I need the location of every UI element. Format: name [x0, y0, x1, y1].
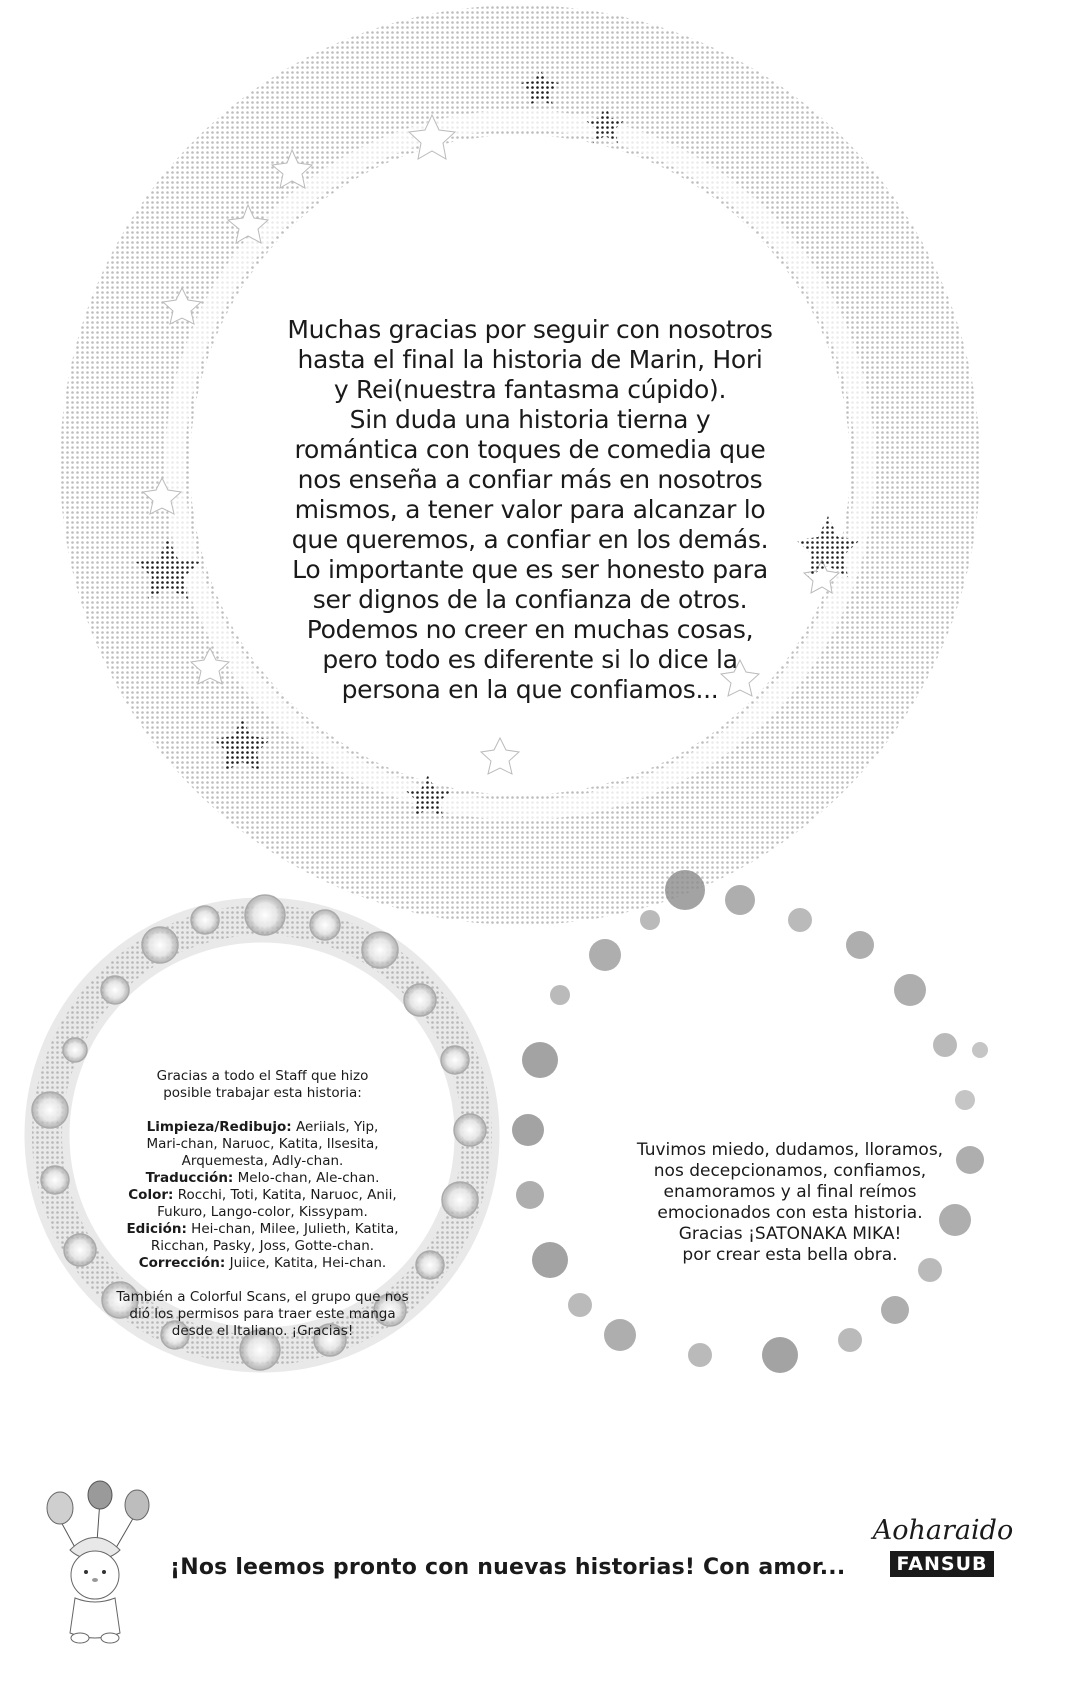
- credit-correccion: [95, 1255, 430, 1272]
- author-line: nos decepcionamos, confiamos,: [653, 1161, 927, 1181]
- credit-names: Melo-chan, Ale-chan.: [233, 1170, 380, 1186]
- main-line: persona en la que confiamos...: [341, 675, 719, 704]
- credit-edicion: [95, 1221, 430, 1238]
- colorful-scans-thanks: dió los permisos para traer este manga: [129, 1306, 396, 1322]
- bunny-mascot-illustration: [40, 1480, 165, 1645]
- credit-traduccion: [95, 1170, 430, 1187]
- credit-names: Fukuro, Lango-color, Kissypam.: [157, 1204, 368, 1220]
- fansub-logo: [868, 1515, 1018, 1585]
- credit-names: Aeriials, Yip,: [291, 1119, 379, 1135]
- credit-limpieza: [95, 1119, 430, 1136]
- credit-color: [95, 1187, 430, 1204]
- credit-names: Rocchi, Toti, Katita, Naruoc, Anii,: [173, 1187, 397, 1203]
- staff-intro: posible trabajar esta historia:: [163, 1085, 362, 1101]
- credit-role-label: Limpieza/Redibujo:: [146, 1119, 292, 1135]
- credit-names: Arquemesta, Adly-chan.: [181, 1153, 344, 1169]
- main-line: nos enseña a confiar más en nosotros: [297, 465, 763, 494]
- logo-script-text: Aoharaido: [872, 1515, 1014, 1546]
- credit-role-label: Color:: [128, 1187, 174, 1203]
- main-line: Podemos no creer en muchas cosas,: [306, 615, 754, 644]
- main-line: que queremos, a confiar en los demás.: [291, 525, 769, 554]
- credit-role-label: Corrección:: [138, 1255, 226, 1271]
- credit-names: Hei-chan, Milee, Julieth, Katita,: [186, 1221, 399, 1237]
- author-line: emocionados con esta historia.: [657, 1203, 923, 1223]
- credit-names: Ricchan, Pasky, Joss, Gotte-chan.: [150, 1238, 375, 1254]
- author-thanks-message: [635, 1140, 945, 1266]
- author-line: Tuvimos miedo, dudamos, lloramos,: [636, 1140, 944, 1160]
- staff-credits: [95, 1068, 430, 1340]
- dot-ring-right: [512, 870, 988, 1373]
- author-line: enamoramos y al final reímos: [663, 1182, 917, 1202]
- main-line: hasta el final la historia de Marin, Hori: [297, 345, 763, 374]
- credit-names: Juiice, Katita, Hei-chan.: [225, 1255, 387, 1271]
- main-line: Lo importante que es ser honesto para: [292, 555, 768, 584]
- main-line: ser dignos de la confianza de otros.: [312, 585, 748, 614]
- credit-role-label: Traducción:: [145, 1170, 234, 1186]
- author-line: Gracias ¡SATONAKA MIKA!: [678, 1224, 902, 1244]
- main-line: mismos, a tener valor para alcanzar lo: [294, 495, 766, 524]
- colorful-scans-thanks: También a Colorful Scans, el grupo que nos: [116, 1289, 409, 1305]
- credit-names: Mari-chan, Naruoc, Katita, Ilsesita,: [146, 1136, 379, 1152]
- main-thanks-message: [270, 315, 790, 705]
- main-line: pero todo es diferente si lo dice la: [322, 645, 738, 674]
- main-line: y Rei(nuestra fantasma cúpido).: [333, 375, 727, 404]
- staff-intro: Gracias a todo el Staff que hizo: [156, 1068, 369, 1084]
- main-line: Sin duda una historia tierna y: [349, 405, 711, 434]
- logo-badge: FANSUB: [890, 1551, 994, 1577]
- author-line: por crear esta bella obra.: [682, 1245, 898, 1265]
- colorful-scans-thanks: desde el Italiano. ¡Gracias!: [171, 1323, 354, 1339]
- closing-message: ¡Nos leemos pronto con nuevas historias! Con amor...: [170, 1555, 846, 1580]
- main-line: Muchas gracias por seguir con nosotros: [287, 315, 773, 344]
- main-line: romántica con toques de comedia que: [294, 435, 766, 464]
- credit-role-label: Edición:: [126, 1221, 187, 1237]
